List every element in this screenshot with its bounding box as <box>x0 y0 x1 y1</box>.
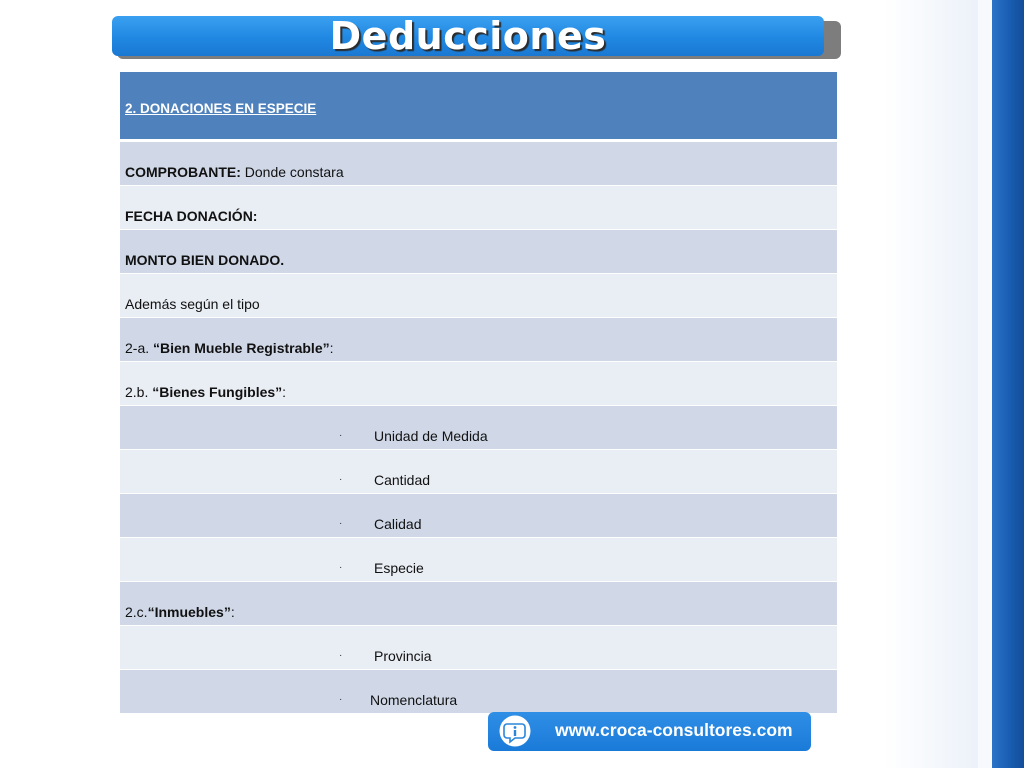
title-bar <box>112 16 824 56</box>
bullet-text: Especie <box>374 560 424 576</box>
row-prefix: 2.b. <box>125 384 153 400</box>
row-label: COMPROBANTE: <box>125 164 241 180</box>
table-row <box>120 230 837 274</box>
row-label: “Inmuebles” <box>147 604 231 620</box>
table-row <box>120 362 837 406</box>
slide-title: Deducciones <box>329 14 607 58</box>
bullet-text: Nomenclatura <box>370 692 458 708</box>
website-banner <box>488 712 811 751</box>
bullet-text: Provincia <box>374 648 432 664</box>
donations-table <box>120 72 837 714</box>
right-decorative-stripe <box>978 0 992 768</box>
table-row <box>120 142 837 186</box>
table-row <box>120 186 837 230</box>
bullet-text: Cantidad <box>374 472 431 488</box>
table-row <box>120 318 837 362</box>
bullet-dot: · <box>339 562 343 573</box>
bullet-dot: · <box>339 650 343 661</box>
row-label: “Bienes Fungibles” <box>152 384 283 400</box>
row-text: Donde constara <box>240 164 344 180</box>
row-prefix: 2.c. <box>125 604 148 620</box>
table-row <box>120 670 837 714</box>
row-prefix: 2-a. <box>125 340 154 356</box>
bullet-text: Unidad de Medida <box>374 428 488 444</box>
bullet-dot: · <box>339 474 343 485</box>
table-row <box>120 538 837 582</box>
bullet-text: Calidad <box>374 516 422 532</box>
website-url[interactable]: www.croca-consultores.com <box>555 720 793 740</box>
bullet-dot: · <box>339 694 343 705</box>
table-row <box>120 450 837 494</box>
table-row <box>120 406 837 450</box>
row-suffix: : <box>230 604 235 620</box>
bullet-dot: · <box>339 518 343 529</box>
row-label: “Bien Mueble Registrable” <box>153 340 330 356</box>
table-row <box>120 494 837 538</box>
row-label: MONTO BIEN DONADO. <box>125 252 285 268</box>
bullet-dot: · <box>339 430 343 441</box>
row-suffix: : <box>282 384 287 400</box>
table-header-text: 2. DONACIONES EN ESPECIE <box>125 101 317 116</box>
row-text: Además según el tipo <box>125 296 260 312</box>
right-blue-band <box>992 0 1024 768</box>
speech-bubble-i-icon <box>498 714 534 748</box>
table-header-row <box>120 72 837 142</box>
row-suffix: : <box>329 340 334 356</box>
table-row <box>120 274 837 318</box>
table-row <box>120 582 837 626</box>
row-label: FECHA DONACIÓN: <box>125 208 258 224</box>
table-row <box>120 626 837 670</box>
